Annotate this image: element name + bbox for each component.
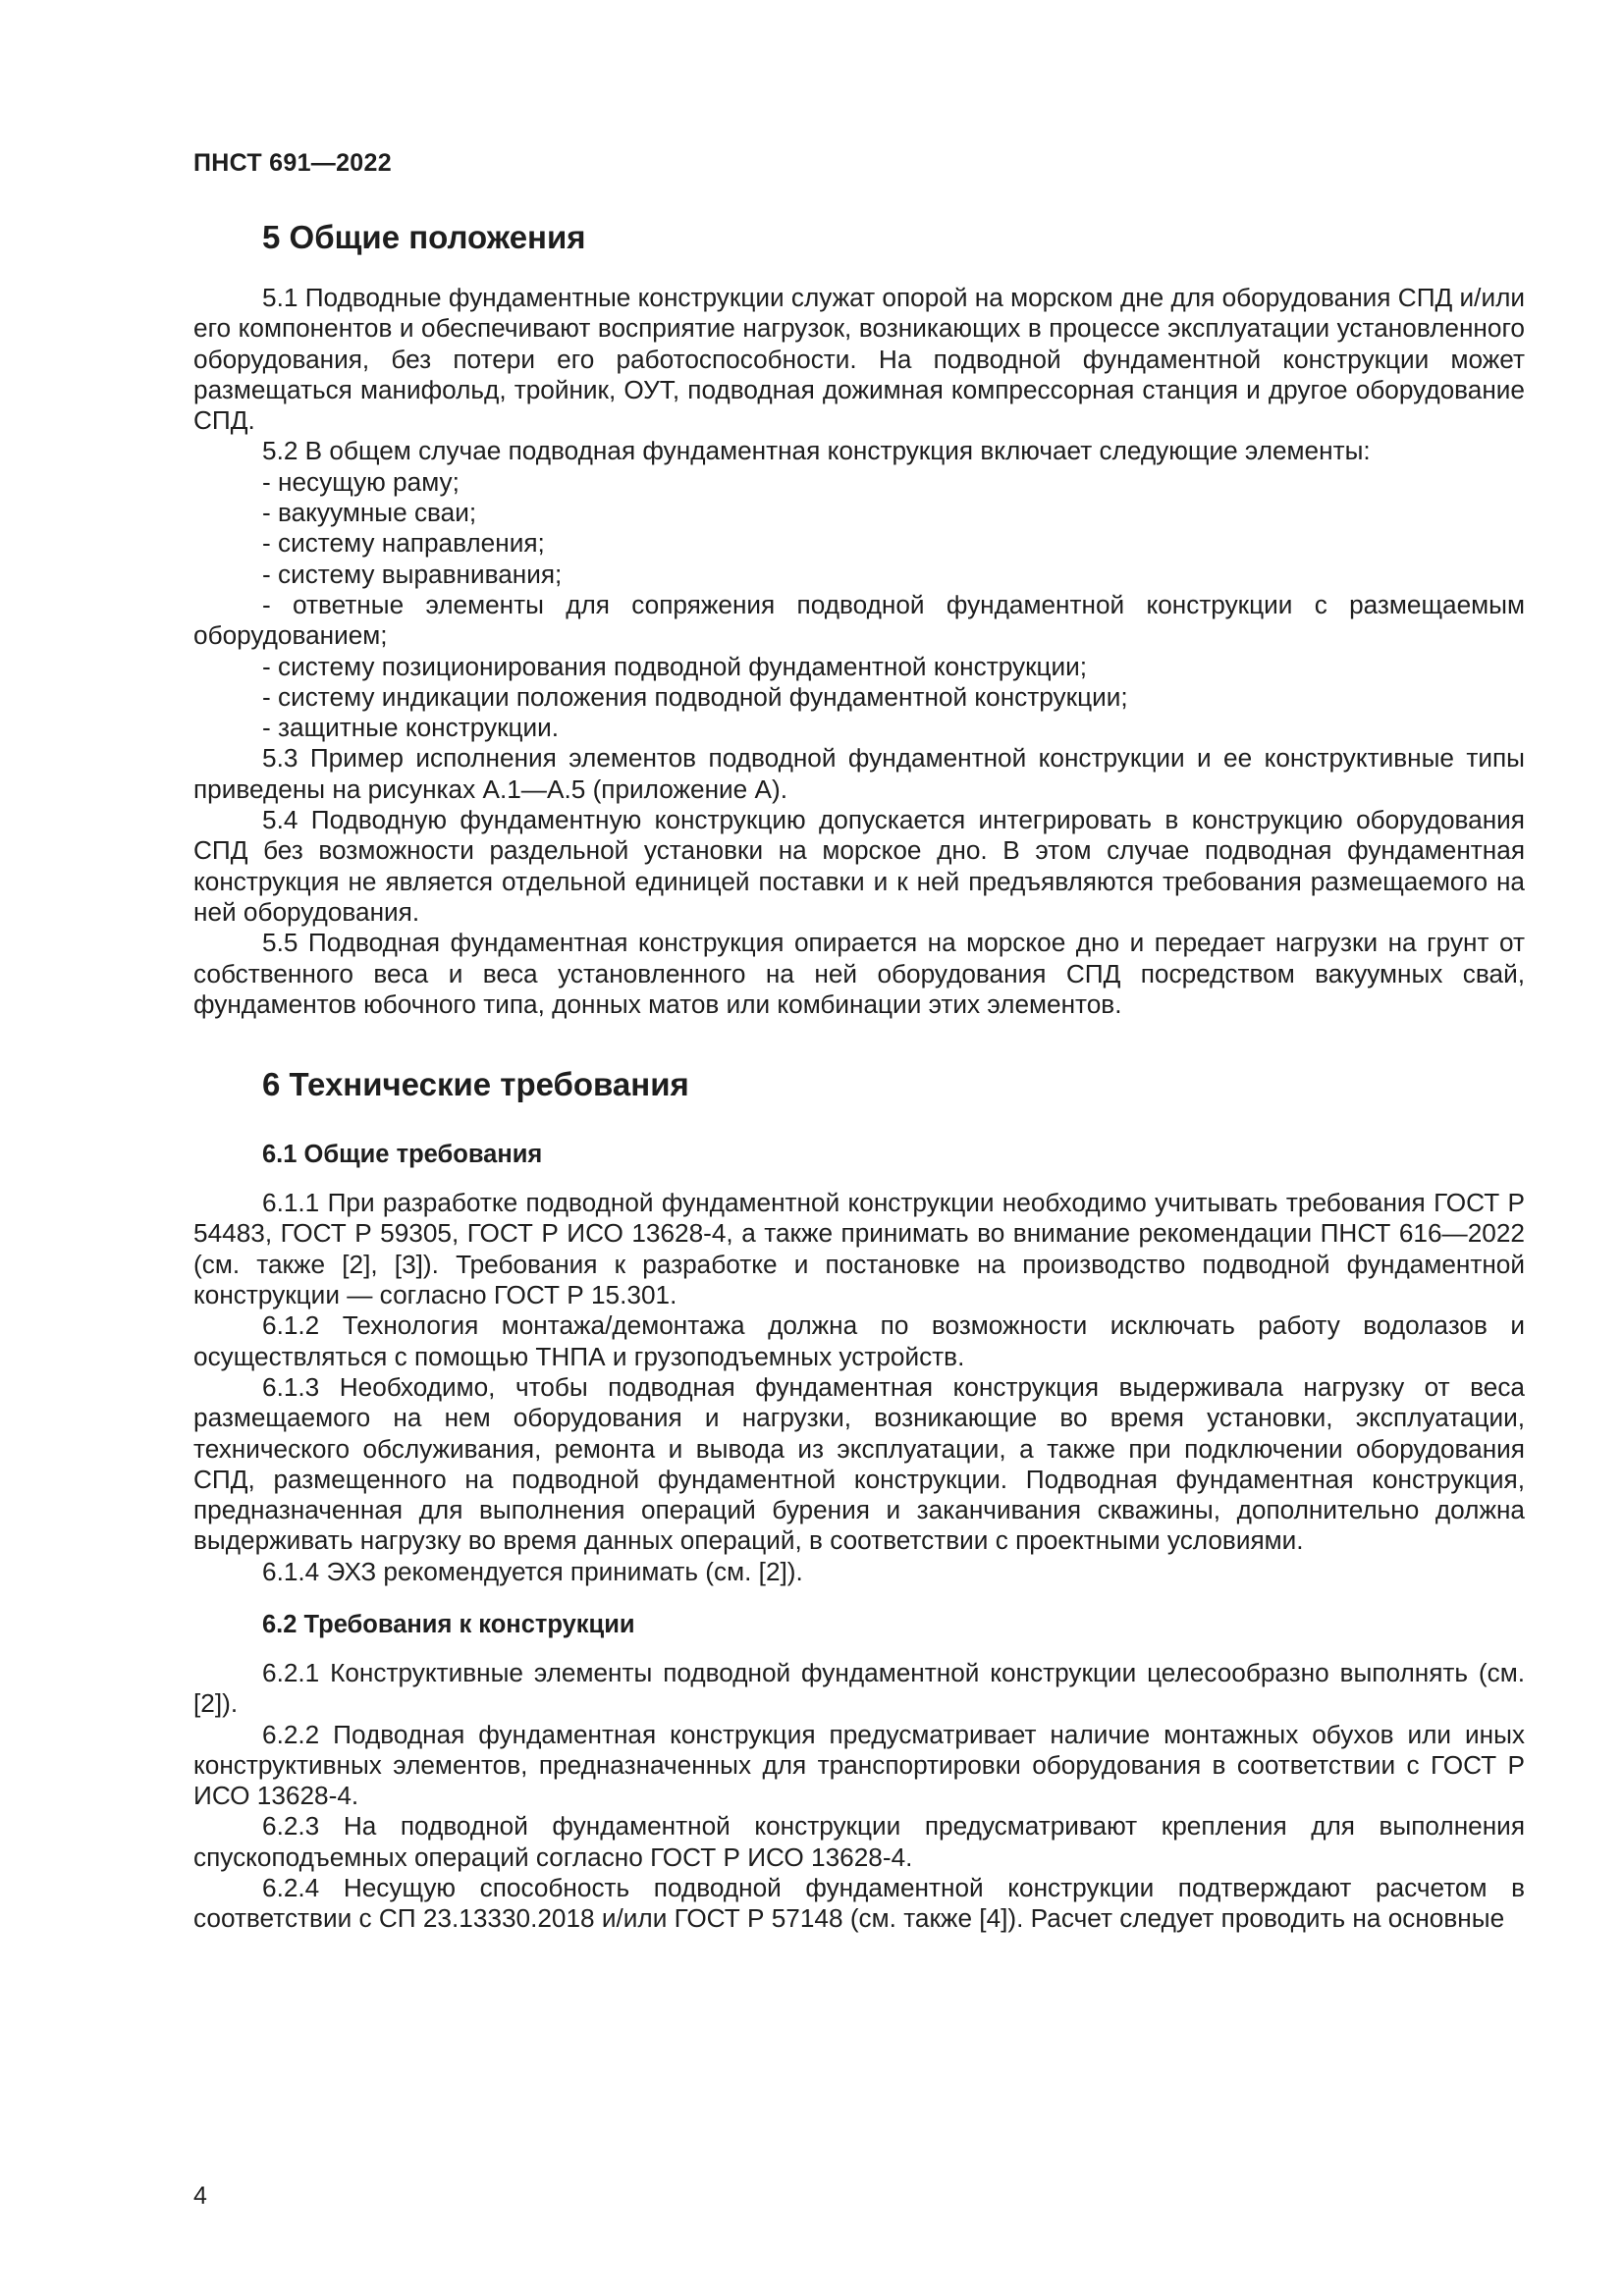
paragraph-6-2-3: 6.2.3 На подводной фундаментной конструкции предусматривают крепления для выполнения спускоподъемных операций согласно ГОСТ Р ИСО 13628-4. bbox=[193, 1811, 1525, 1872]
page-number: 4 bbox=[193, 2182, 207, 2210]
paragraph-6-1-2: 6.1.2 Технология монтажа/демонтажа должна по возможности исключать работу водолазов и осуществляться с помощью ТНПА и грузоподъемных устройств. bbox=[193, 1310, 1525, 1371]
paragraph-5-1: 5.1 Подводные фундаментные конструкции служат опорой на морском дне для оборудования СПД и/или его компонентов и обеспечивают восприятие нагрузок, возникающих в процессе эксплуатации установленного оборудования, без потери его работоспособности. На подводной фундаментной конструкции может размещаться манифольд, тройник, ОУТ, подводная дожимная компрессорная станция и другое оборудование СПД. bbox=[193, 283, 1525, 436]
list-item: - ответные элементы для сопряжения подводной фундаментной конструкции с размещаемым оборудованием; bbox=[193, 589, 1525, 651]
section-5-heading: 5 Общие положения bbox=[262, 219, 586, 255]
section-6-heading: 6 Технические требования bbox=[262, 1066, 689, 1103]
list-item: - несущую раму; bbox=[262, 466, 460, 497]
list-item: - систему выравнивания; bbox=[262, 559, 563, 589]
list-item: - защитные конструкции. bbox=[262, 713, 560, 743]
paragraph-6-2-4: 6.2.4 Несущую способность подводной фундаментной конструкции подтверждают расчетом в соответствии с СП 23.13330.2018 и/или ГОСТ Р 57148 (см. также [4]). Расчет следует проводить на основные bbox=[193, 1873, 1525, 1934]
page-content bbox=[193, 218, 1525, 1935]
paragraph-6-1-4: 6.1.4 ЭХЗ рекомендуется принимать (см. [2]). bbox=[262, 1556, 803, 1586]
paragraph-6-1-1: 6.1.1 При разработке подводной фундаментной конструкции необходимо учитывать требования ГОСТ Р 54483, ГОСТ Р 59305, ГОСТ Р ИСО 13628-4, а также принимать во внимание рекомендации ПНСТ 616—2022 (см. также [2], [3]). Требования к разработке и постановке на производство подводной фундаментной конструкции — согласно ГОСТ Р 15.301. bbox=[193, 1188, 1525, 1310]
paragraph-5-4: 5.4 Подводную фундаментную конструкцию допускается интегрировать в конструкцию оборудования СПД без возможности раздельной установки на морское дно. В этом случае подводная фундаментная конструкция не является отдельной единицей поставки и к ней предъявляются требования размещаемого на ней оборудования. bbox=[193, 805, 1525, 927]
list-item: - систему индикации положения подводной фундаментной конструкции; bbox=[262, 681, 1128, 712]
document-code: ПНСТ 691—2022 bbox=[193, 149, 392, 177]
paragraph-5-2: 5.2 В общем случае подводная фундаментная конструкция включает следующие элементы: bbox=[262, 436, 1371, 466]
paragraph-6-1-3: 6.1.3 Необходимо, чтобы подводная фундаментная конструкция выдерживала нагрузку от веса размещаемого на нем оборудования и нагрузки, возникающие во время установки, эксплуатации, технического обслуживания, ремонта и вывода из эксплуатации, а также при подключении оборудования СПД, размещенного на подводной фундаментной конструкции. Подводная фундаментная конструкция, предназначенная для выполнения операций бурения и заканчивания скважины, дополнительно должна выдерживать нагрузку во время данных операций, в соответствии с проектными условиями. bbox=[193, 1371, 1525, 1556]
paragraph-5-3: 5.3 Пример исполнения элементов подводной фундаментной конструкции и ее конструктивные типы приведены на рисунках А.1—А.5 (приложение А). bbox=[193, 743, 1525, 804]
paragraph-6-2-2: 6.2.2 Подводная фундаментная конструкция предусматривает наличие монтажных обухов или иных конструктивных элементов, предназначенных для транспортировки оборудования в соответствии с ГОСТ Р ИСО 13628-4. bbox=[193, 1719, 1525, 1811]
list-item: - систему направления; bbox=[262, 528, 545, 559]
subsection-6-1-heading: 6.1 Общие требования bbox=[262, 1141, 543, 1169]
list-item: - вакуумные сваи; bbox=[262, 498, 477, 528]
list-item: - систему позиционирования подводной фундаментной конструкции; bbox=[262, 651, 1088, 681]
paragraph-5-5: 5.5 Подводная фундаментная конструкция опирается на морское дно и передает нагрузки на грунт от собственного веса и веса установленного на ней оборудования СПД посредством вакуумных свай, фундаментов юбочного типа, донных матов или комбинации этих элементов. bbox=[193, 928, 1525, 1019]
paragraph-6-2-1: 6.2.1 Конструктивные элементы подводной фундаментной конструкции целесообразно выполнять (см. [2]). bbox=[193, 1657, 1525, 1719]
subsection-6-2-heading: 6.2 Требования к конструкции bbox=[262, 1610, 635, 1638]
